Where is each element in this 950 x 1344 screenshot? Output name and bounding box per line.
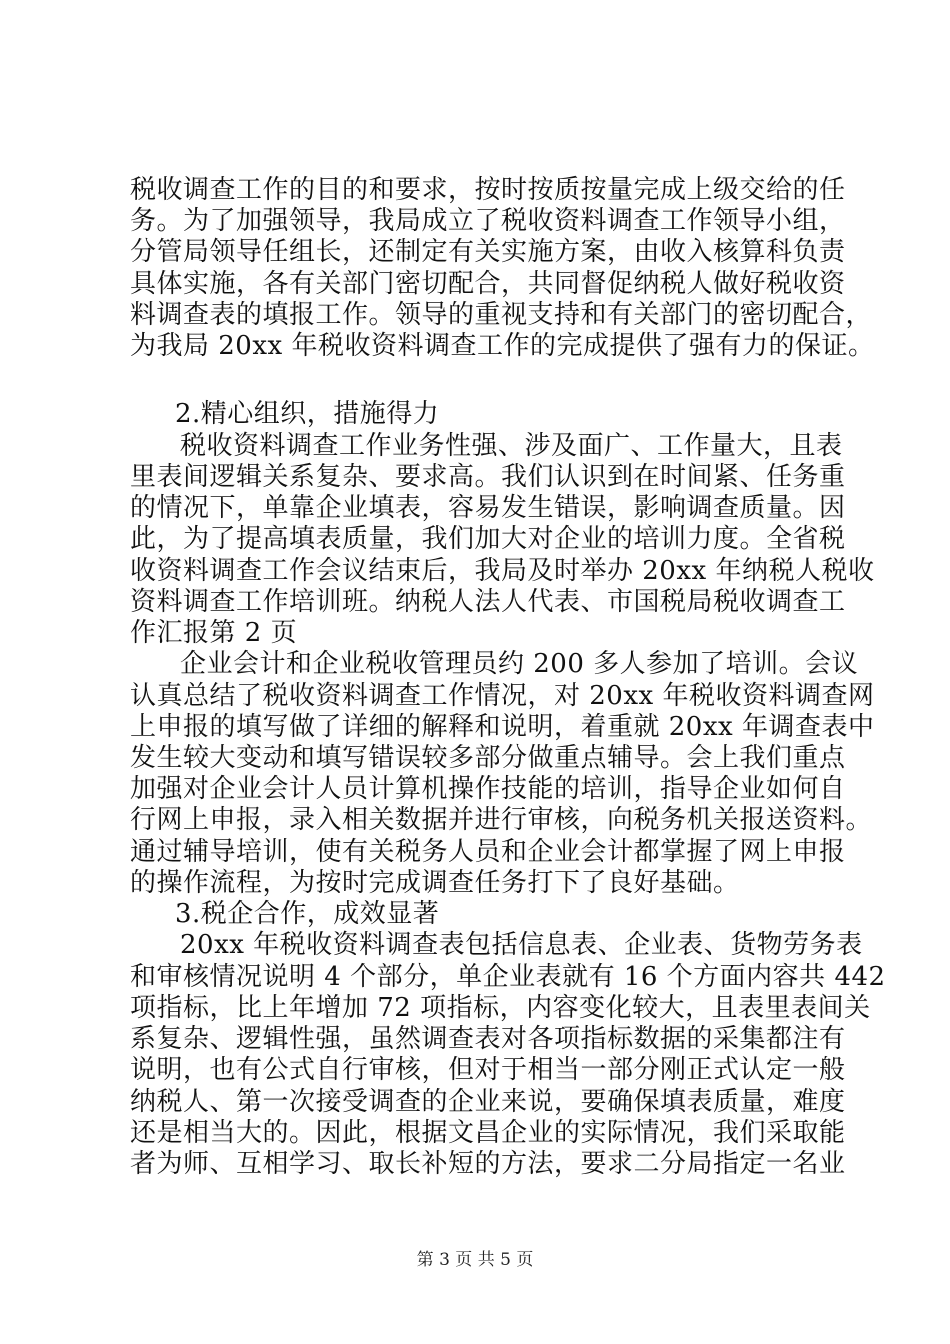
text-line: 为我局 20xx 年税收资料调查工作的完成提供了强有力的保证。 [130, 331, 875, 361]
text-line: 20xx 年税收资料调查表包括信息表、企业表、货物劳务表 [180, 930, 863, 960]
text-line: 收资料调查工作会议结束后，我局及时举办 20xx 年纳税人税收 [130, 556, 875, 586]
text-line: 作汇报第 2 页 [130, 618, 298, 648]
text-line: 税收资料调查工作业务性强、涉及面广、工作量大，且表 [180, 431, 843, 461]
text-line: 此，为了提高填表质量，我们加大对企业的培训力度。全省税 [130, 524, 846, 554]
text-line: 通过辅导培训，使有关税务人员和企业会计都掌握了网上申报 [130, 837, 846, 867]
text-line: 者为师、互相学习、取长补短的方法，要求二分局指定一名业 [130, 1149, 846, 1179]
section-heading: 3.税企合作，成效显著 [175, 899, 440, 929]
section-heading: 2.精心组织，措施得力 [175, 399, 440, 429]
text-line: 系复杂、逻辑性强，虽然调查表对各项指标数据的采集都注有 [130, 1024, 846, 1054]
text-line: 的情况下，单靠企业填表，容易发生错误，影响调查质量。因 [130, 493, 846, 523]
text-line: 务。为了加强领导，我局成立了税收资料调查工作领导小组， [130, 206, 846, 236]
text-line: 具体实施，各有关部门密切配合，共同督促纳税人做好税收资 [130, 269, 846, 299]
page-footer: 第 3 页 共 5 页 [416, 1250, 534, 1270]
text-line: 行网上申报，录入相关数据并进行审核，向税务机关报送资料。 [130, 805, 873, 835]
text-line: 发生较大变动和填写错误较多部分做重点辅导。会上我们重点 [130, 743, 846, 773]
text-line: 还是相当大的。因此，根据文昌企业的实际情况，我们采取能 [130, 1118, 846, 1148]
text-line: 项指标，比上年增加 72 项指标，内容变化较大，且表里表间关 [130, 993, 871, 1023]
text-line: 说明，也有公式自行审核，但对于相当一部分刚正式认定一般 [130, 1055, 846, 1085]
text-line: 纳税人、第一次接受调查的企业来说，要确保填表质量，难度 [130, 1087, 846, 1117]
text-line: 和审核情况说明 4 个部分，单企业表就有 16 个方面内容共 442 [130, 962, 886, 992]
text-line: 资料调查工作培训班。纳税人法人代表、市国税局税收调查工 [130, 587, 846, 617]
text-line: 加强对企业会计人员计算机操作技能的培训，指导企业如何自 [130, 774, 846, 804]
text-line: 税收调查工作的目的和要求，按时按质按量完成上级交给的任 [130, 175, 846, 205]
text-line: 料调查表的填报工作。领导的重视支持和有关部门的密切配合， [130, 300, 873, 330]
text-line: 认真总结了税收资料调查工作情况，对 20xx 年税收资料调查网 [130, 681, 875, 711]
text-line: 企业会计和企业税收管理员约 200 多人参加了培训。会议 [180, 649, 859, 679]
text-line: 的操作流程，为按时完成调查任务打下了良好基础。 [130, 868, 740, 898]
text-line: 里表间逻辑关系复杂、要求高。我们认识到在时间紧、任务重 [130, 462, 846, 492]
text-line: 分管局领导任组长，还制定有关实施方案，由收入核算科负责 [130, 237, 846, 267]
text-line: 上申报的填写做了详细的解释和说明，着重就 20xx 年调查表中 [130, 712, 875, 742]
